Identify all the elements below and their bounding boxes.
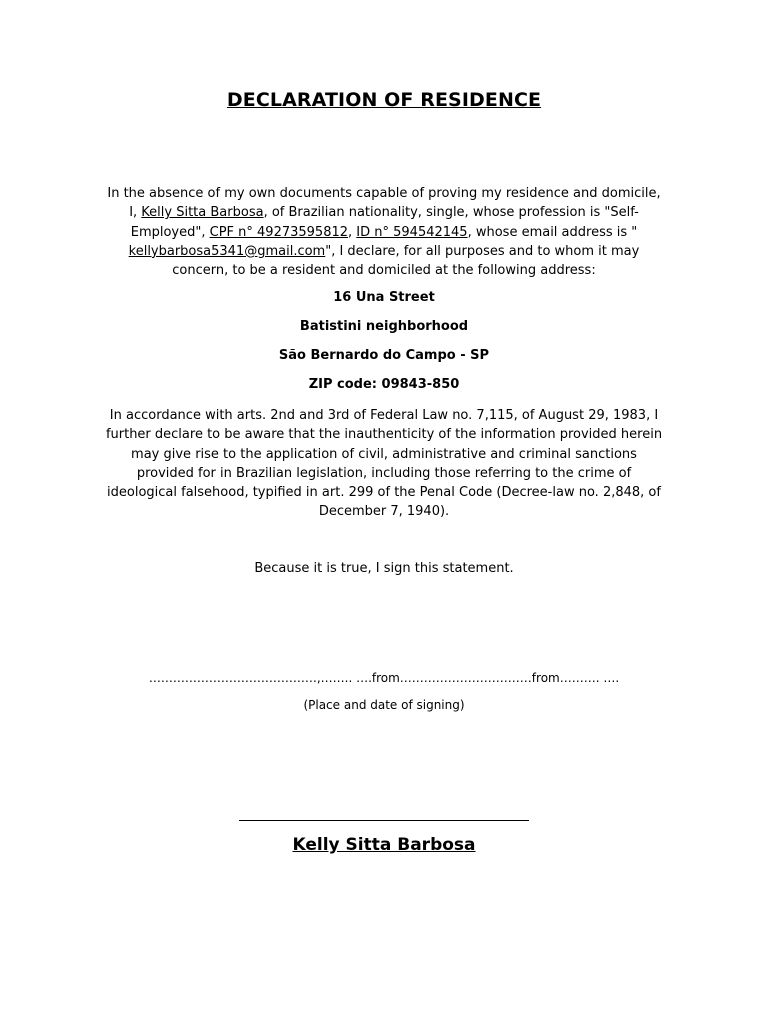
legal-paragraph: In accordance with arts. 2nd and 3rd of Federal Law no. 7,115, of August 29, 1983, I further declare to be aware that the inauthenticity of the information provided herein may give rise to the application of civil, administrative and criminal sanctions provided for in Brazilian legislation, including those referring to the crime of ideological falsehood, typified in art. 299 of the Penal Code (Decree-law no. 2,848, of December 7, 1940). (105, 408, 663, 520)
email-link[interactable]: kellybarbosa5341@gmail.com (128, 243, 326, 259)
address-street: 16 Una Street (333, 290, 435, 305)
intro-separator: , (348, 224, 357, 240)
intro-text-4: ", I declare, for all purposes and to whom it may concern, to be a resident and domiciled at the following address: (172, 243, 640, 279)
intro-paragraph (104, 184, 664, 280)
signature-line (239, 820, 529, 821)
place-date-caption: (Place and date of signing) (303, 698, 465, 712)
address-neighborhood: Batistini neighborhood (299, 319, 469, 334)
address-city: São Bernardo do Campo - SP (278, 348, 490, 363)
place-date-fill-line: ……………………………………,…….. ….from……………………………from………. …. (148, 671, 620, 685)
signature-name: Kelly Sitta Barbosa (292, 835, 476, 855)
address-zip: ZIP code: 09843-850 (308, 377, 460, 392)
id-number: ID n° 594542145 (356, 224, 468, 240)
intro-text-3: , whose email address is " (467, 224, 638, 240)
intro-text-2: , of Brazilian nationality, single, whose profession is "Self-Employed", (130, 205, 639, 240)
document-title: DECLARATION OF RESIDENCE (226, 89, 542, 111)
declarant-name: Kelly Sitta Barbosa (141, 205, 264, 221)
truth-statement: Because it is true, I sign this statement. (254, 561, 514, 576)
cpf-number: CPF n° 49273595812 (209, 224, 349, 240)
intro-text-1: In the absence of my own documents capable of proving my residence and domicile, I, (107, 186, 661, 221)
